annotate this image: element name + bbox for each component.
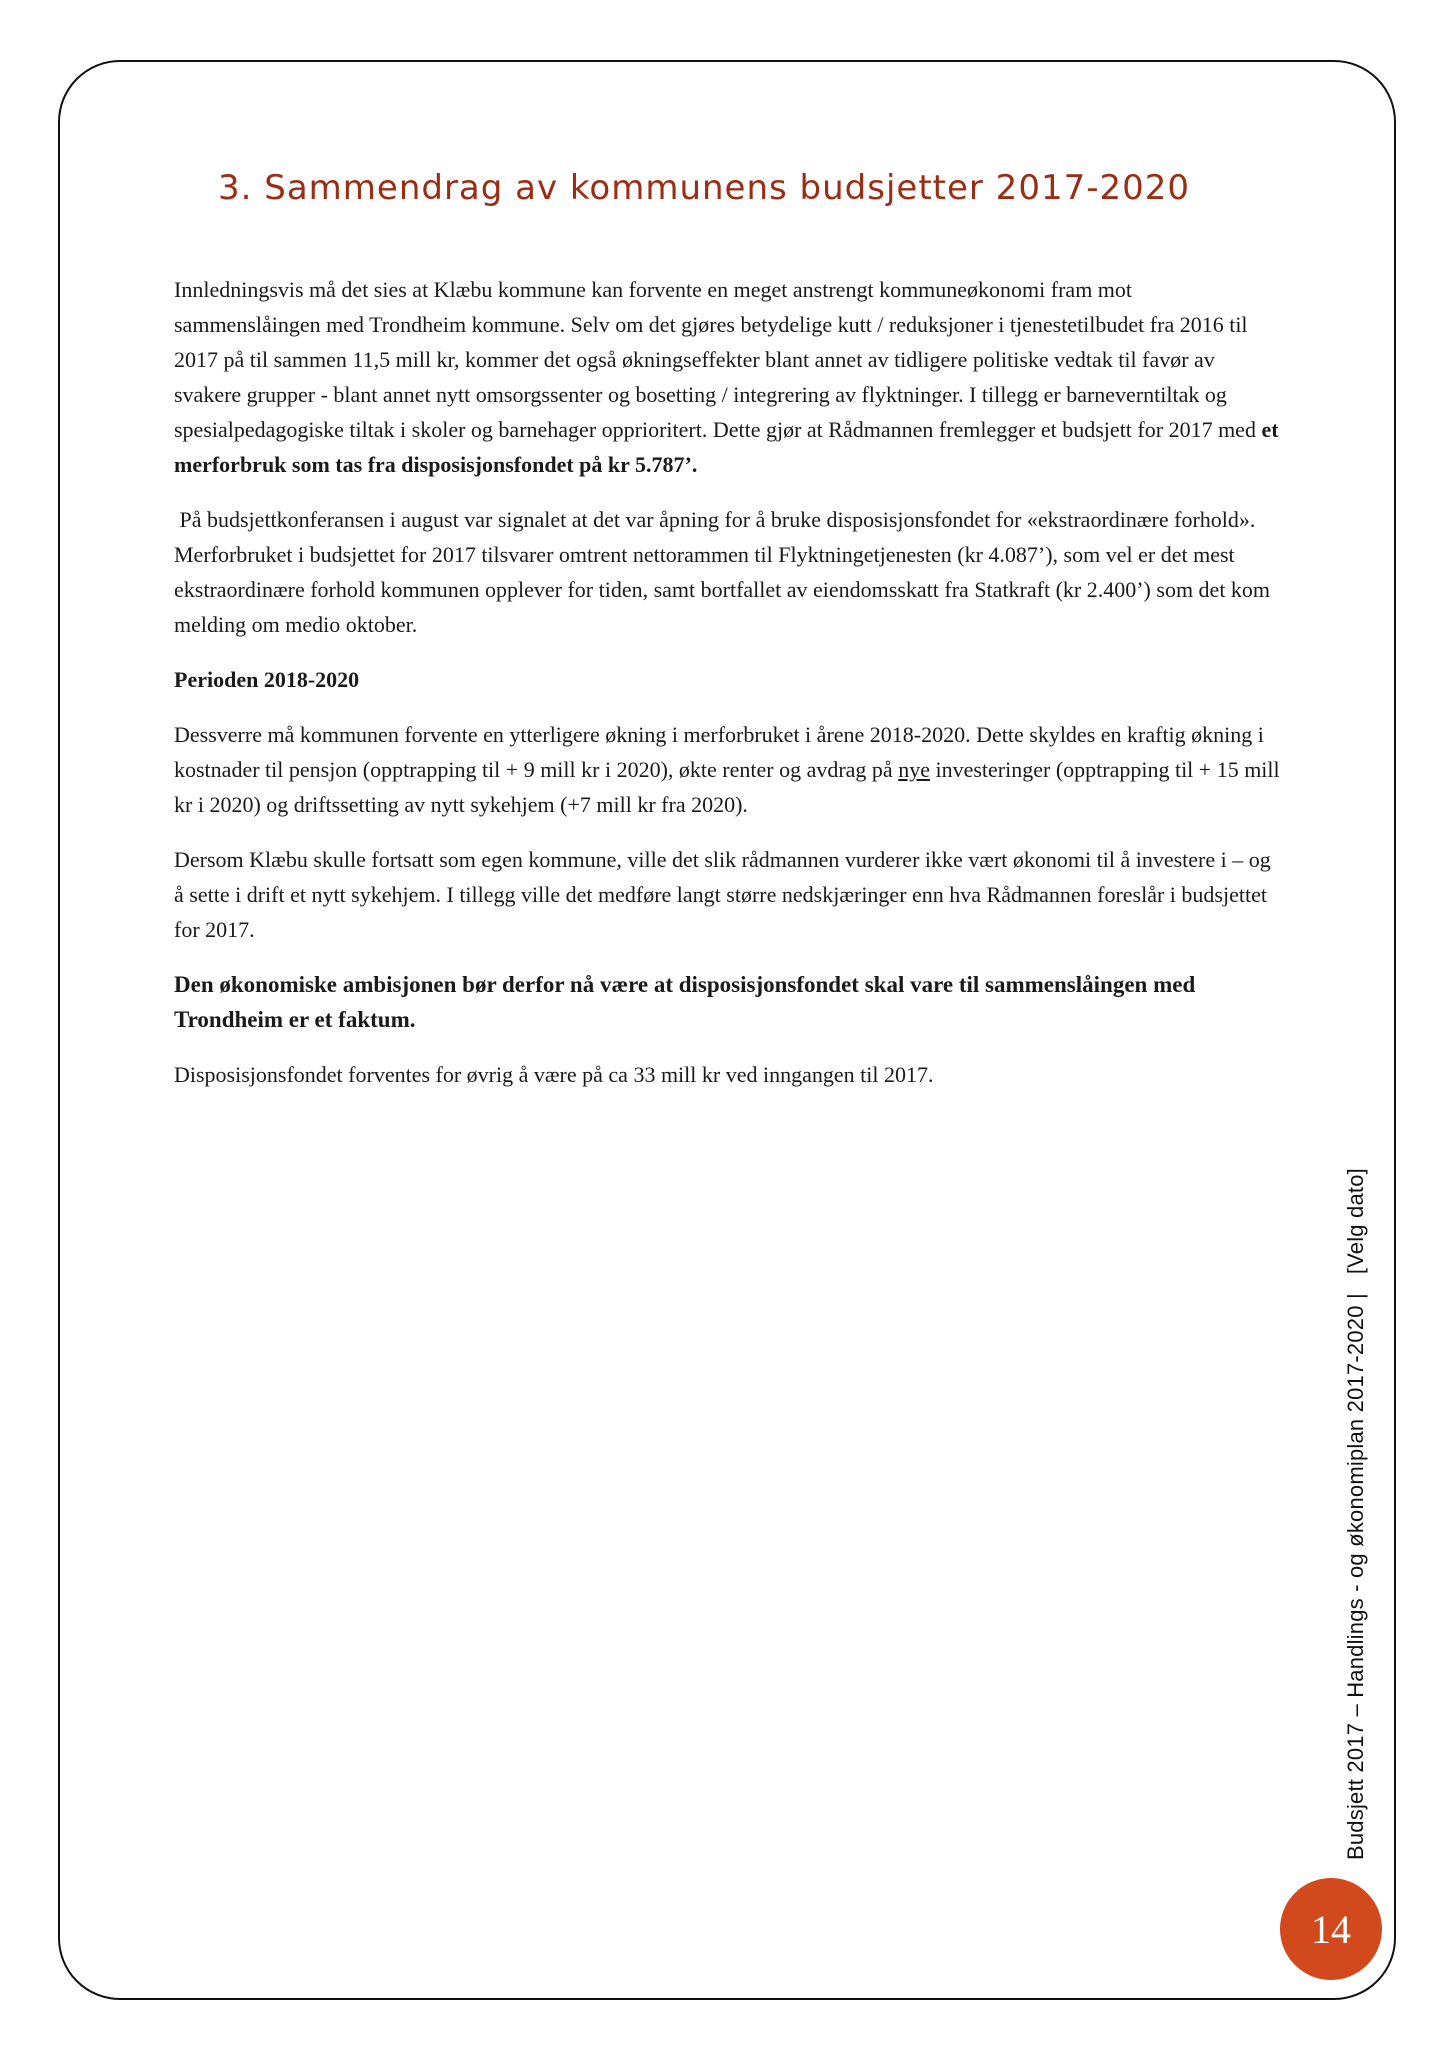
paragraph-period-after: investeringer (opptrapping til + 15 mill kr i 2020) og driftssetting av nytt sykehjem (+7 mill kr fra 2020). xyxy=(174,757,1280,817)
paragraph-intro xyxy=(174,272,1282,482)
section-heading: 3. Sammendrag av kommunens budsjetter 2017-2020 xyxy=(218,168,1191,208)
paragraph-period-before: Dessverre må kommunen forvente en ytterligere økning i merforbruket i årene 2018-2020. Dette skyldes en kraftig økning i kostnader til pensjon (opptrapping til + 9 mill kr i 2020), økte renter og avdrag på xyxy=(174,722,1264,782)
paragraph-ambition: Den økonomiske ambisjonen bør derfor nå være at disposisjonsfondet skal vare til sammenslåingen med Trondheim er et faktum. xyxy=(174,972,1196,1032)
paragraph-conference: På budsjettkonferansen i august var signalet at det var åpning for å bruke disposisjonsfondet for «ekstraordinære forhold». Merforbruket i budsjettet for 2017 tilsvarer omtrent nettorammen til Flyktningetjenesten (kr 4.087’), som vel er det mest ekstraordinære forhold kommunen opplever for tiden, samt bortfallet av eiendomsskatt fra Statkraft (kr 2.400’) som det kom melding om medio oktober. xyxy=(174,507,1276,637)
paragraph-own-municipality: Dersom Klæbu skulle fortsatt som egen kommune, ville det slik rådmannen vurderer ikke vært økonomi til å investere i – og å sette i drift et nytt sykehjem. I tillegg ville det medføre langt større nedskjæringer enn hva Rådmannen foreslår i budsjettet for 2017. xyxy=(174,847,1271,942)
paragraph-fund: Disposisjonsfondet forventes for øvrig å være på ca 33 mill kr ved inngangen til 2017. xyxy=(174,1062,934,1087)
paragraph-period xyxy=(174,717,1282,822)
body-text xyxy=(174,272,1282,1112)
subheading-period: Perioden 2018-2020 xyxy=(174,667,360,692)
paragraph-period-underline: nye xyxy=(898,757,930,782)
paragraph-intro-bold: et merforbruk som tas fra disposisjonsfondet på kr 5.787’. xyxy=(174,417,1279,477)
page-number: 14 xyxy=(1311,1906,1351,1952)
sidebar-footer-text: Budsjett 2017 – Handlings - og økonomiplan 2017-2020 | [Velg dato] xyxy=(1343,1168,1368,1860)
paragraph-intro-text: Innledningsvis må det sies at Klæbu kommune kan forvente en meget anstrengt kommuneøkonomi fram mot sammenslåingen med Trondheim kommune. Selv om det gjøres betydelige kutt / reduksjoner i tjenestetilbudet fra 2016 til 2017 på til sammen 11,5 mill kr, kommer det også økningseffekter blant annet av tidligere politiske vedtak til favør av svakere grupper - blant annet nytt omsorgssenter og bosetting / integrering av flyktninger. I tillegg er barneverntiltak og spesialpedagogiske tiltak i skoler og barnehager opprioritert. Dette gjør at Rådmannen fremlegger et budsjett for 2017 med xyxy=(174,277,1262,442)
page-number-badge xyxy=(1280,1878,1382,1980)
